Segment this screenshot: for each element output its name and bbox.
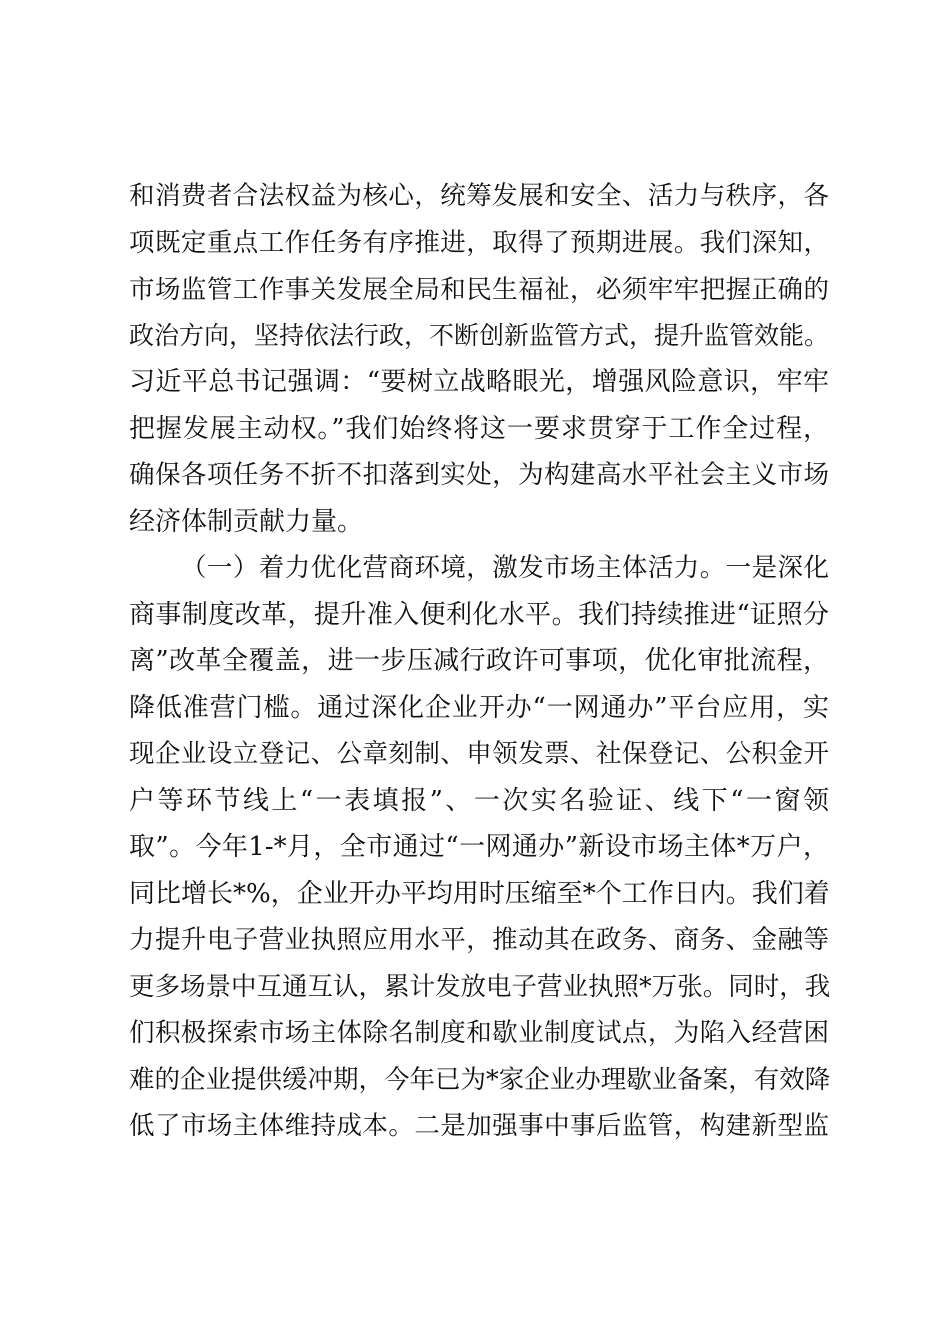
body-text-line: 低了市场主体维持成本。二是加强事中事后监管，构建新型监 [129,1111,829,1141]
body-text-line: 离”改革全覆盖，进一步压减行政许可事项，优化审批流程， [129,646,829,676]
body-text-line: 现企业设立登记、公章刻制、申领发票、社保登记、公积金开 [129,739,829,769]
body-text-line: 确保各项任务不折不扣落到实处，为构建高水平社会主义市场 [129,460,829,490]
body-text-line: 市场监管工作事关发展全局和民生福祉，必须牢牢把握正确的 [129,275,829,305]
body-text-line: 降低准营门槛。通过深化企业开办“一网通办”平台应用，实 [129,693,829,723]
body-text-line: 力提升电子营业执照应用水平，推动其在政务、商务、金融等 [129,925,829,955]
body-text-line: 难的企业提供缓冲期，今年已为*家企业办理歇业备案，有效降 [129,1065,831,1095]
body-text-line: 经济体制贡献力量。 [129,507,364,537]
body-text-line: 商事制度改革，提升准入便利化水平。我们持续推进“证照分 [129,600,829,630]
body-text-line: 和消费者合法权益为核心，统筹发展和安全、活力与秩序，各 [129,181,829,211]
body-text-line: 同比增长*%，企业开办平均用时压缩至*个工作日内。我们着 [129,879,830,909]
body-text-line: 们积极探索市场主体除名制度和歇业制度试点，为陷入经营困 [129,1018,829,1048]
body-text-line: 把握发展主动权。”我们始终将这一要求贯穿于工作全过程， [129,414,829,444]
body-text-line: 更多场景中互通互认，累计发放电子营业执照*万张。同时，我 [129,972,831,1002]
body-text-line: 政治方向，坚持依法行政，不断创新监管方式，提升监管效能。 [129,321,830,350]
body-text-line: 户等环节线上“一表填报”、一次实名验证、线下“一窗领 [129,786,829,816]
body-text-line: 取”。今年1-*月，全市通过“一网通办”新设市场主体*万户， [129,832,829,862]
section-heading-line: （一）着力优化营商环境，激发市场主体活力。一是深化 [181,553,829,583]
body-text-line: 项既定重点工作任务有序推进，取得了预期进展。我们深知， [129,228,829,258]
body-text-line: 习近平总书记强调：“要树立战略眼光，增强风险意识，牢牢 [129,367,829,397]
